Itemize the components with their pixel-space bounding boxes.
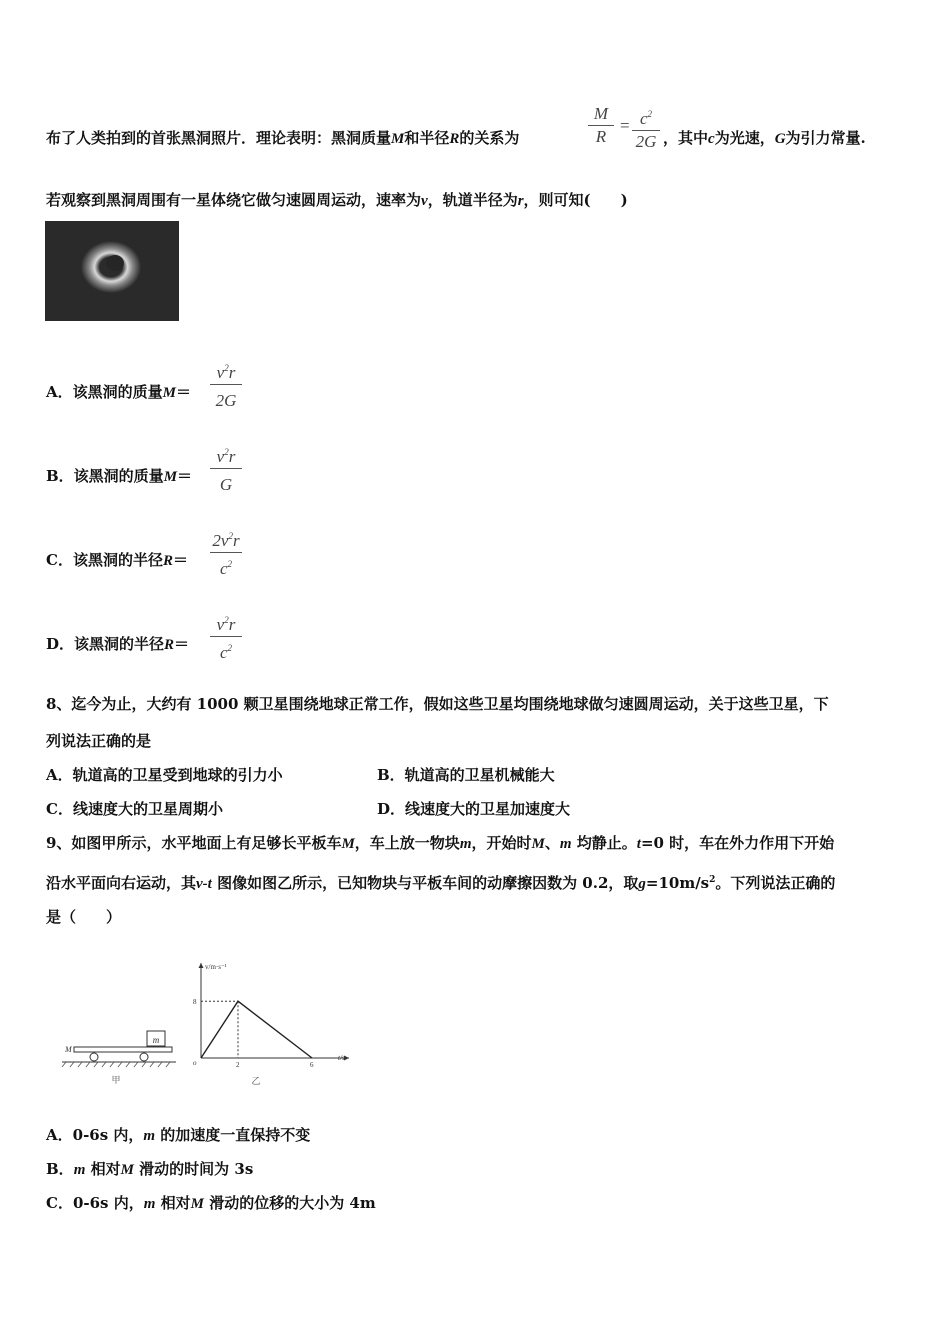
q8-stem-line1: 8、迄今为止，大约有 1000 颗卫星围绕地球正常工作，假如这些卫星均围绕地球做匀速圆周运动，关于这些卫星，下 <box>46 695 829 713</box>
q9-option-b: B．m 相对M 滑动的时间为 3s <box>46 1160 254 1178</box>
q8-option-d: D．线速度大的卫星加速度大 <box>377 800 571 818</box>
vt-origin-label: o <box>193 1059 197 1067</box>
q7-stem-line2: 若观察到黑洞周围有一星体绕它做匀速圆周运动，速率为v，轨道半径为r，则可知( ) <box>46 191 628 209</box>
q9-option-c: C．0-6s 内，m 相对M 滑动的位移的大小为 4m <box>46 1194 376 1212</box>
vt-y-arrow <box>199 963 204 968</box>
q7-stem-line1: 布了人类拍到的首张黑洞照片．理论表明：黑洞质量M和半径R的关系为 <box>46 129 520 147</box>
cart-wheel-left <box>90 1053 98 1061</box>
q9-stem-line2: 沿水平面向右运动，其v-t 图像如图乙所示，已知物块与平板车间的动摩擦因数为 0.2，取$g=10m/s^2$。下列说法正确的 <box>46 874 836 892</box>
label-jia: 甲 <box>111 1075 121 1085</box>
q8-option-b: B．轨道高的卫星机械能大 <box>377 766 555 784</box>
q7-formula-eq: = <box>620 116 630 135</box>
q7-option-d-fraction: $v^2r$ $c^2$ <box>210 610 242 663</box>
label-yi: 乙 <box>251 1076 261 1086</box>
q7-option-d: D．该黑洞的半径R＝ <box>46 635 190 653</box>
vt-x-arrow <box>344 1056 349 1061</box>
q7-formula-c2-2G: $c^2$ 2G <box>632 104 660 152</box>
q8-option-c: C．线速度大的卫星周期小 <box>46 800 223 818</box>
q7-option-b: B．该黑洞的质量M＝ <box>46 467 193 485</box>
q9-stem-line3: 是（ ） <box>46 908 122 926</box>
q7-stem-line1-tail: ，其中c为光速，G为引力常量. <box>663 129 866 147</box>
q7-option-a: A．该黑洞的质量M＝ <box>46 383 191 401</box>
q7-option-a-fraction: $v^2r$ 2G <box>210 358 242 411</box>
vt-tick-x-peak: 2 <box>236 1061 240 1069</box>
q7-option-c-fraction: $2v^2r$ $c^2$ <box>210 526 242 579</box>
q7-formula-MR: M R <box>588 104 614 147</box>
vt-series-line <box>201 1001 312 1058</box>
q8-option-a: A．轨道高的卫星受到地球的引力小 <box>46 766 283 784</box>
vt-graph <box>193 963 349 1086</box>
ground-hatch <box>62 1062 170 1067</box>
q9-option-a: A．0-6s 内，m 的加速度一直保持不变 <box>46 1126 311 1144</box>
cart-M-label: M <box>65 1045 72 1054</box>
q7-option-b-fraction: $v^2r$ G <box>210 442 242 495</box>
q9-figure <box>58 955 368 1090</box>
cart-wheel-right <box>140 1053 148 1061</box>
vt-y-label: v/m·s⁻¹ <box>205 963 227 971</box>
cart-board <box>74 1047 172 1052</box>
vt-tick-y-peak: 8 <box>193 998 197 1007</box>
q8-stem-line2: 列说法正确的是 <box>46 732 152 750</box>
cart-figure <box>62 1031 176 1085</box>
q9-stem-line1: 9、如图甲所示，水平地面上有足够长平板车M，车上放一物块m，开始时M、m 均静止。t=0 时，车在外力作用下开始 <box>46 834 835 852</box>
vt-x-label: t/s <box>338 1054 345 1062</box>
block-m-label: m <box>152 1035 160 1045</box>
vt-tick-x-end: 6 <box>310 1061 314 1069</box>
black-hole-photo <box>45 221 179 321</box>
q7-option-c: C．该黑洞的半径R＝ <box>46 551 188 569</box>
